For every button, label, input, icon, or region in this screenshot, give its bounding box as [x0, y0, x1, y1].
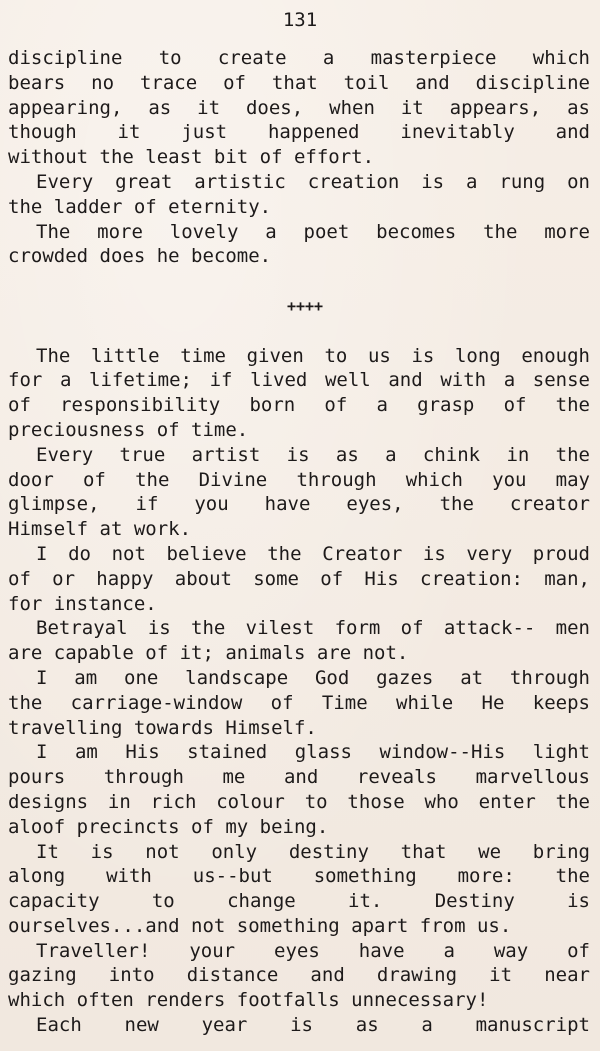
- text-line: are capable of it; animals are not.: [8, 642, 409, 665]
- text-line: along with us--but something more: the: [8, 865, 590, 888]
- text-line: discipline to create a masterpiece which: [8, 47, 590, 69]
- text-line: without the least bit of effort.: [8, 146, 375, 169]
- text-line: I am one landscape God gazes at through: [36, 666, 590, 689]
- text-line: for a lifetime; if lived well and with a sense: [8, 369, 590, 392]
- text-line: Himself at work.: [8, 518, 192, 541]
- text-line: designs in rich colour to those who enter the: [8, 790, 590, 813]
- text-line: ourselves...and not something apart from us.: [8, 914, 512, 937]
- text-line: aloof precincts of my being.: [8, 815, 329, 838]
- text-line: the ladder of eternity.: [8, 195, 272, 218]
- text-line: which often renders footfalls unnecessary!: [8, 989, 489, 1012]
- text-line: for instance.: [8, 592, 157, 615]
- text-line: Every great artistic creation is a rung on: [36, 170, 590, 193]
- blank-line: [8, 319, 590, 344]
- text-line: capacity to change it. Destiny is: [8, 890, 590, 913]
- text-line: The little time given to us is long enough: [36, 344, 590, 367]
- text-line: I do not believe the Creator is very proud: [36, 542, 590, 565]
- text-line: gazing into distance and drawing it near: [8, 964, 590, 987]
- text-line: of responsibility born of a grasp of the: [8, 394, 590, 417]
- text-line: It is not only destiny that we bring: [36, 840, 590, 863]
- blank-line: [8, 269, 590, 294]
- text-line: preciousness of time.: [8, 418, 249, 441]
- text-line: Betrayal is the vilest form of attack-- men: [36, 617, 590, 640]
- text-line: bears no trace of that toil and discipline: [8, 71, 590, 94]
- text-line: door of the Divine through which you may: [8, 468, 590, 491]
- text-line: pours through me and reveals marvellous: [8, 766, 590, 789]
- page-text: [8, 46, 590, 1038]
- text-line: crowded does he become.: [8, 245, 272, 268]
- text-line: travelling towards Himself.: [8, 716, 317, 739]
- text-line: The more lovely a poet becomes the more: [36, 220, 590, 243]
- section-separator: ++++: [286, 296, 324, 315]
- text-line: though it just happened inevitably and: [8, 121, 590, 144]
- text-line: Every true artist is as a chink in the: [36, 443, 590, 466]
- text-line: Traveller! your eyes have a way of: [36, 939, 590, 962]
- text-line: the carriage-window of Time while He keeps: [8, 691, 590, 714]
- text-line: glimpse, if you have eyes, the creator: [8, 493, 590, 516]
- text-line: of or happy about some of His creation: man,: [8, 567, 590, 590]
- text-line: Each new year is as a manuscript: [36, 1014, 590, 1037]
- page-number: 131: [282, 9, 318, 31]
- text-line: appearing, as it does, when it appears, as: [8, 96, 590, 119]
- text-line: I am His stained glass window--His light: [36, 741, 590, 764]
